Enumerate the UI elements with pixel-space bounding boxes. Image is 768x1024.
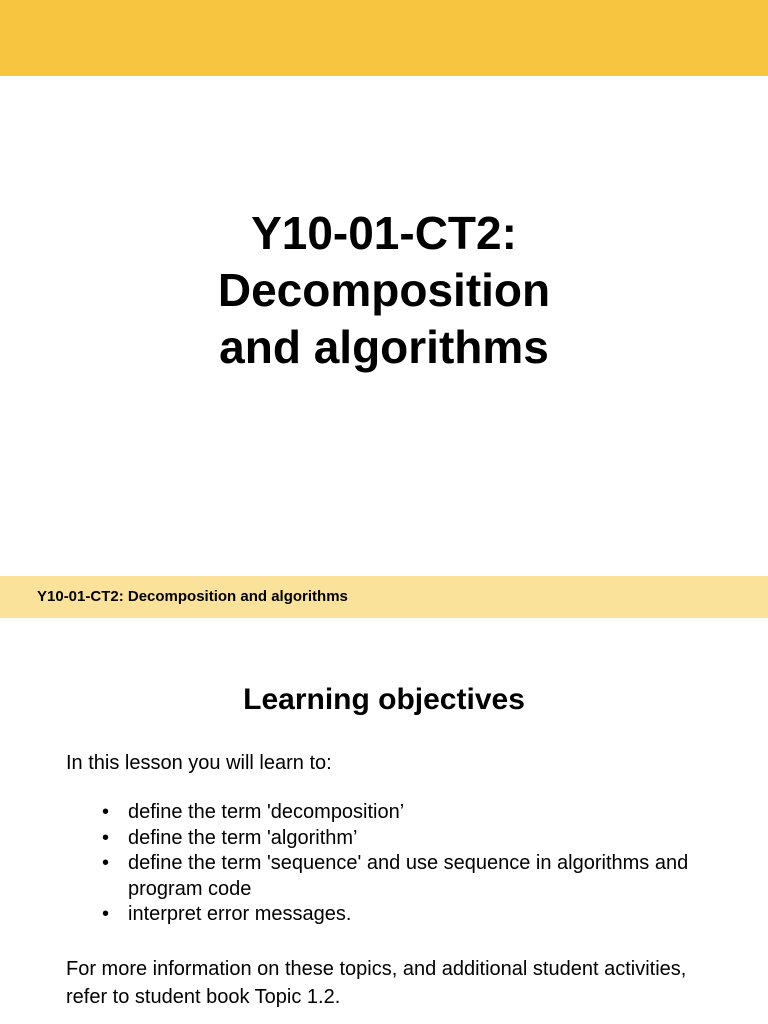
footer-note: For more information on these topics, and additional student activities, refer to student book Topic 1.2.: [66, 958, 687, 1008]
list-item: [66, 902, 706, 928]
list-item: [66, 826, 706, 852]
objectives-list: [66, 800, 706, 928]
bullet-icon: •: [102, 801, 110, 823]
intro-text: In this lesson you will learn to:: [66, 752, 332, 774]
list-item: [66, 800, 706, 826]
top-color-band: [0, 0, 768, 76]
objective-text: define the term 'algorithm’: [128, 826, 358, 849]
list-item: [66, 851, 706, 902]
page-header-band: [0, 576, 768, 618]
title-line-3: and algorithms: [219, 321, 549, 373]
slide-title: [0, 205, 768, 376]
title-line-2: Decomposition: [217, 264, 551, 316]
objective-text: interpret error messages.: [128, 903, 352, 925]
section-heading: Learning objectives: [243, 683, 525, 716]
title-line-1: Y10-01-CT2:: [251, 207, 517, 259]
bullet-icon: •: [102, 903, 110, 925]
objective-text: define the term 'sequence' and use sequence in algorithms and program code: [128, 852, 689, 900]
page-header-text: Y10-01-CT2: Decomposition and algorithms: [37, 588, 348, 605]
bullet-icon: •: [102, 826, 110, 849]
objective-text: define the term 'decomposition’: [128, 801, 405, 823]
bullet-icon: •: [102, 852, 110, 874]
